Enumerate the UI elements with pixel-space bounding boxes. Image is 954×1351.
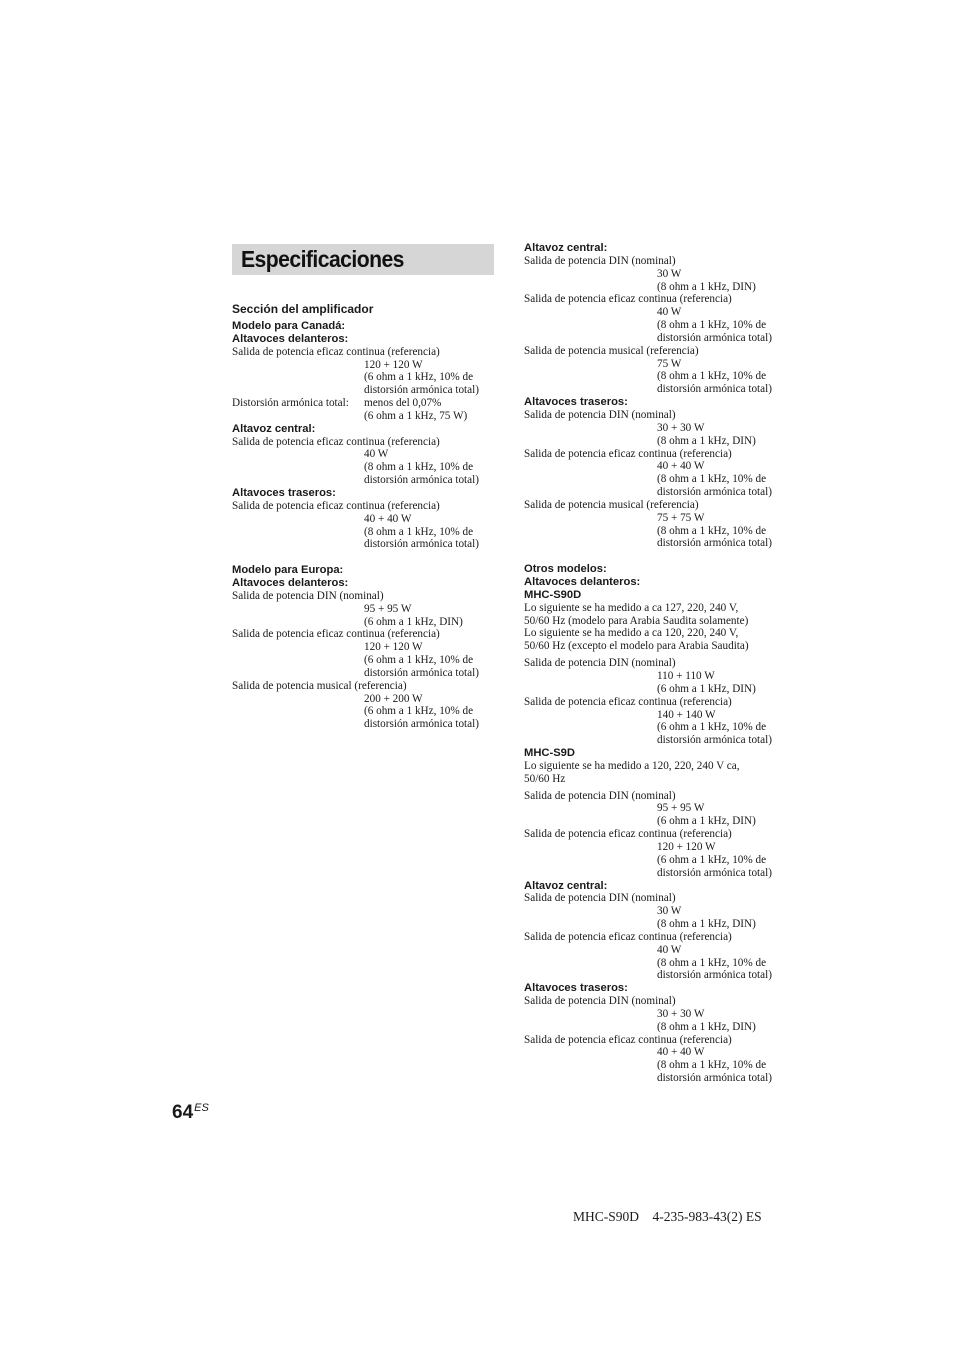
mhc-s9d-heading: MHC-S9D <box>524 747 575 760</box>
spec-value: 200 + 200 W <box>364 692 423 705</box>
spec-condition: distorsión armónica total) <box>657 866 772 879</box>
measurement-note: 50/60 Hz (modelo para Arabia Saudita solamente) <box>524 614 749 627</box>
spec-label: Salida de potencia musical (referencia) <box>524 344 699 357</box>
spec-condition: distorsión armónica total) <box>657 331 772 344</box>
spec-condition: distorsión armónica total) <box>364 718 479 731</box>
europe-heading: Modelo para Europa: <box>232 564 344 577</box>
spec-condition: distorsión armónica total) <box>657 734 772 747</box>
others-rear-heading: Altavoces traseros: <box>524 982 628 995</box>
spec-value: 30 W <box>657 905 682 918</box>
page-number-value: 64 <box>172 1102 194 1123</box>
spec-condition: (6 ohm a 1 kHz, DIN) <box>657 682 756 695</box>
spec-value: 75 W <box>657 357 682 370</box>
spec-condition: (8 ohm a 1 kHz, 10% de <box>657 956 767 969</box>
spec-condition: (6 ohm a 1 kHz, DIN) <box>364 615 463 628</box>
measurement-note: Lo siguiente se ha medido a ca 120, 220, 240 V, <box>524 627 739 640</box>
spec-condition: (6 ohm a 1 kHz, 10% de <box>364 371 474 384</box>
europe-rear-heading: Altavoces traseros: <box>524 396 628 409</box>
spec-condition: (8 ohm a 1 kHz, 10% de <box>657 370 767 383</box>
spec-label: Salida de potencia DIN (nominal) <box>524 408 676 421</box>
others-front-heading: Altavoces delanteros: <box>524 576 641 589</box>
spec-label: Salida de potencia eficaz continua (referencia) <box>524 447 732 460</box>
spec-label: Salida de potencia eficaz continua (referencia) <box>524 828 732 841</box>
spec-condition: distorsión armónica total) <box>364 666 479 679</box>
spec-label: Salida de potencia musical (referencia) <box>232 679 407 692</box>
spec-value: 75 + 75 W <box>657 511 705 524</box>
spec-condition: (8 ohm a 1 kHz, 10% de <box>657 1059 767 1072</box>
spec-condition: distorsión armónica total) <box>657 537 772 550</box>
spec-label: Salida de potencia DIN (nominal) <box>232 589 384 602</box>
page-number <box>172 1096 209 1125</box>
measurement-note: Lo siguiente se ha medido a 120, 220, 240 V ca, <box>524 759 740 772</box>
spec-label: Salida de potencia eficaz continua (referencia) <box>232 628 440 641</box>
spec-value: 30 + 30 W <box>657 421 705 434</box>
spec-value: 95 + 95 W <box>364 602 412 615</box>
page-language-suffix: ES <box>194 1102 209 1114</box>
spec-condition: (8 ohm a 1 kHz, DIN) <box>657 280 756 293</box>
spec-condition: (8 ohm a 1 kHz, DIN) <box>657 918 756 931</box>
left-column <box>232 320 502 731</box>
spec-condition: (8 ohm a 1 kHz, 10% de <box>657 473 767 486</box>
spec-label: Salida de potencia musical (referencia) <box>524 498 699 511</box>
europe-front-heading: Altavoces delanteros: <box>232 577 349 590</box>
spec-value: 40 W <box>657 306 682 319</box>
canada-rear-heading: Altavoces traseros: <box>232 486 336 499</box>
page-title: Especificaciones <box>241 246 404 272</box>
spec-condition: (8 ohm a 1 kHz, 10% de <box>364 525 474 538</box>
spec-label: Salida de potencia DIN (nominal) <box>524 657 676 670</box>
canada-front-heading: Altavoces delanteros: <box>232 332 349 345</box>
spec-condition: (6 ohm a 1 kHz, 10% de <box>657 853 767 866</box>
measurement-note: 50/60 Hz (excepto el modelo para Arabia Saudita) <box>524 640 749 653</box>
spec-condition: (6 ohm a 1 kHz, 10% de <box>657 721 767 734</box>
spec-value: 40 + 40 W <box>657 1046 705 1059</box>
spec-condition: (8 ohm a 1 kHz, 10% de <box>364 461 474 474</box>
europe-center-heading: Altavoz central: <box>524 242 608 254</box>
canada-heading: Modelo para Canadá: <box>232 320 346 332</box>
spec-condition: distorsión armónica total) <box>657 486 772 499</box>
spec-condition: (6 ohm a 1 kHz, 10% de <box>364 705 474 718</box>
spec-condition: (6 ohm a 1 kHz, DIN) <box>657 815 756 828</box>
section-title: Sección del amplificador <box>232 302 374 316</box>
spec-value: 30 W <box>657 267 682 280</box>
spec-condition: (8 ohm a 1 kHz, DIN) <box>657 1020 756 1033</box>
spec-label: Salida de potencia eficaz continua (referencia) <box>524 930 732 943</box>
spec-condition: distorsión armónica total) <box>364 538 479 551</box>
spec-label: Salida de potencia eficaz continua (referencia) <box>524 293 732 306</box>
spec-value: 40 + 40 W <box>657 460 705 473</box>
spec-label: Salida de potencia DIN (nominal) <box>524 892 676 905</box>
spec-label: Salida de potencia DIN (nominal) <box>524 995 676 1008</box>
measurement-note: Lo siguiente se ha medido a ca 127, 220, 240 V, <box>524 601 739 614</box>
spec-condition: (6 ohm a 1 kHz, 10% de <box>364 654 474 667</box>
spec-value: 140 + 140 W <box>657 708 716 721</box>
spec-label: Salida de potencia DIN (nominal) <box>524 789 676 802</box>
spec-condition: distorsión armónica total) <box>657 969 772 982</box>
spec-condition: distorsión armónica total) <box>364 384 479 397</box>
thd-row <box>232 397 502 410</box>
spec-condition: distorsión armónica total) <box>657 1072 772 1085</box>
others-heading: Otros modelos: <box>524 563 607 576</box>
spec-value: 95 + 95 W <box>657 802 705 815</box>
mhc-s90d-heading: MHC-S90D <box>524 588 582 601</box>
spec-label: Salida de potencia DIN (nominal) <box>524 254 676 267</box>
spec-value: 120 + 120 W <box>657 840 716 853</box>
model-footer: MHC-S90D 4-235-983-43(2) ES <box>573 1209 762 1224</box>
spec-value: 110 + 110 W <box>657 670 715 682</box>
spec-value: 40 W <box>364 448 389 461</box>
spec-label: Salida de potencia eficaz continua (referencia) <box>232 435 440 448</box>
spec-value: 30 + 30 W <box>657 1007 705 1020</box>
spec-condition: (8 ohm a 1 kHz, DIN) <box>657 434 756 447</box>
spec-value: 40 W <box>657 943 682 956</box>
thd-value: menos del 0,07% <box>364 397 442 410</box>
spec-label: Salida de potencia eficaz continua (referencia) <box>232 345 440 358</box>
others-center-heading: Altavoz central: <box>524 879 608 892</box>
spec-value: 120 + 120 W <box>364 641 423 654</box>
measurement-note: 50/60 Hz <box>524 772 566 785</box>
spec-condition: (6 ohm a 1 kHz, 75 W) <box>364 409 468 422</box>
spec-label: Salida de potencia eficaz continua (referencia) <box>232 499 440 512</box>
thd-label: Distorsión armónica total: <box>232 397 349 410</box>
spec-condition: (8 ohm a 1 kHz, 10% de <box>657 524 767 537</box>
spec-value: 120 + 120 W <box>364 358 423 371</box>
right-column <box>524 242 794 1085</box>
spec-condition: distorsión armónica total) <box>364 474 479 487</box>
spec-label: Salida de potencia eficaz continua (referencia) <box>524 1033 732 1046</box>
spec-label: Salida de potencia eficaz continua (referencia) <box>524 695 732 708</box>
spec-value: 40 + 40 W <box>364 512 412 525</box>
spec-condition: (8 ohm a 1 kHz, 10% de <box>657 319 767 332</box>
title-bar <box>232 244 494 275</box>
spec-condition: distorsión armónica total) <box>657 383 772 396</box>
canada-center-heading: Altavoz central: <box>232 422 316 435</box>
